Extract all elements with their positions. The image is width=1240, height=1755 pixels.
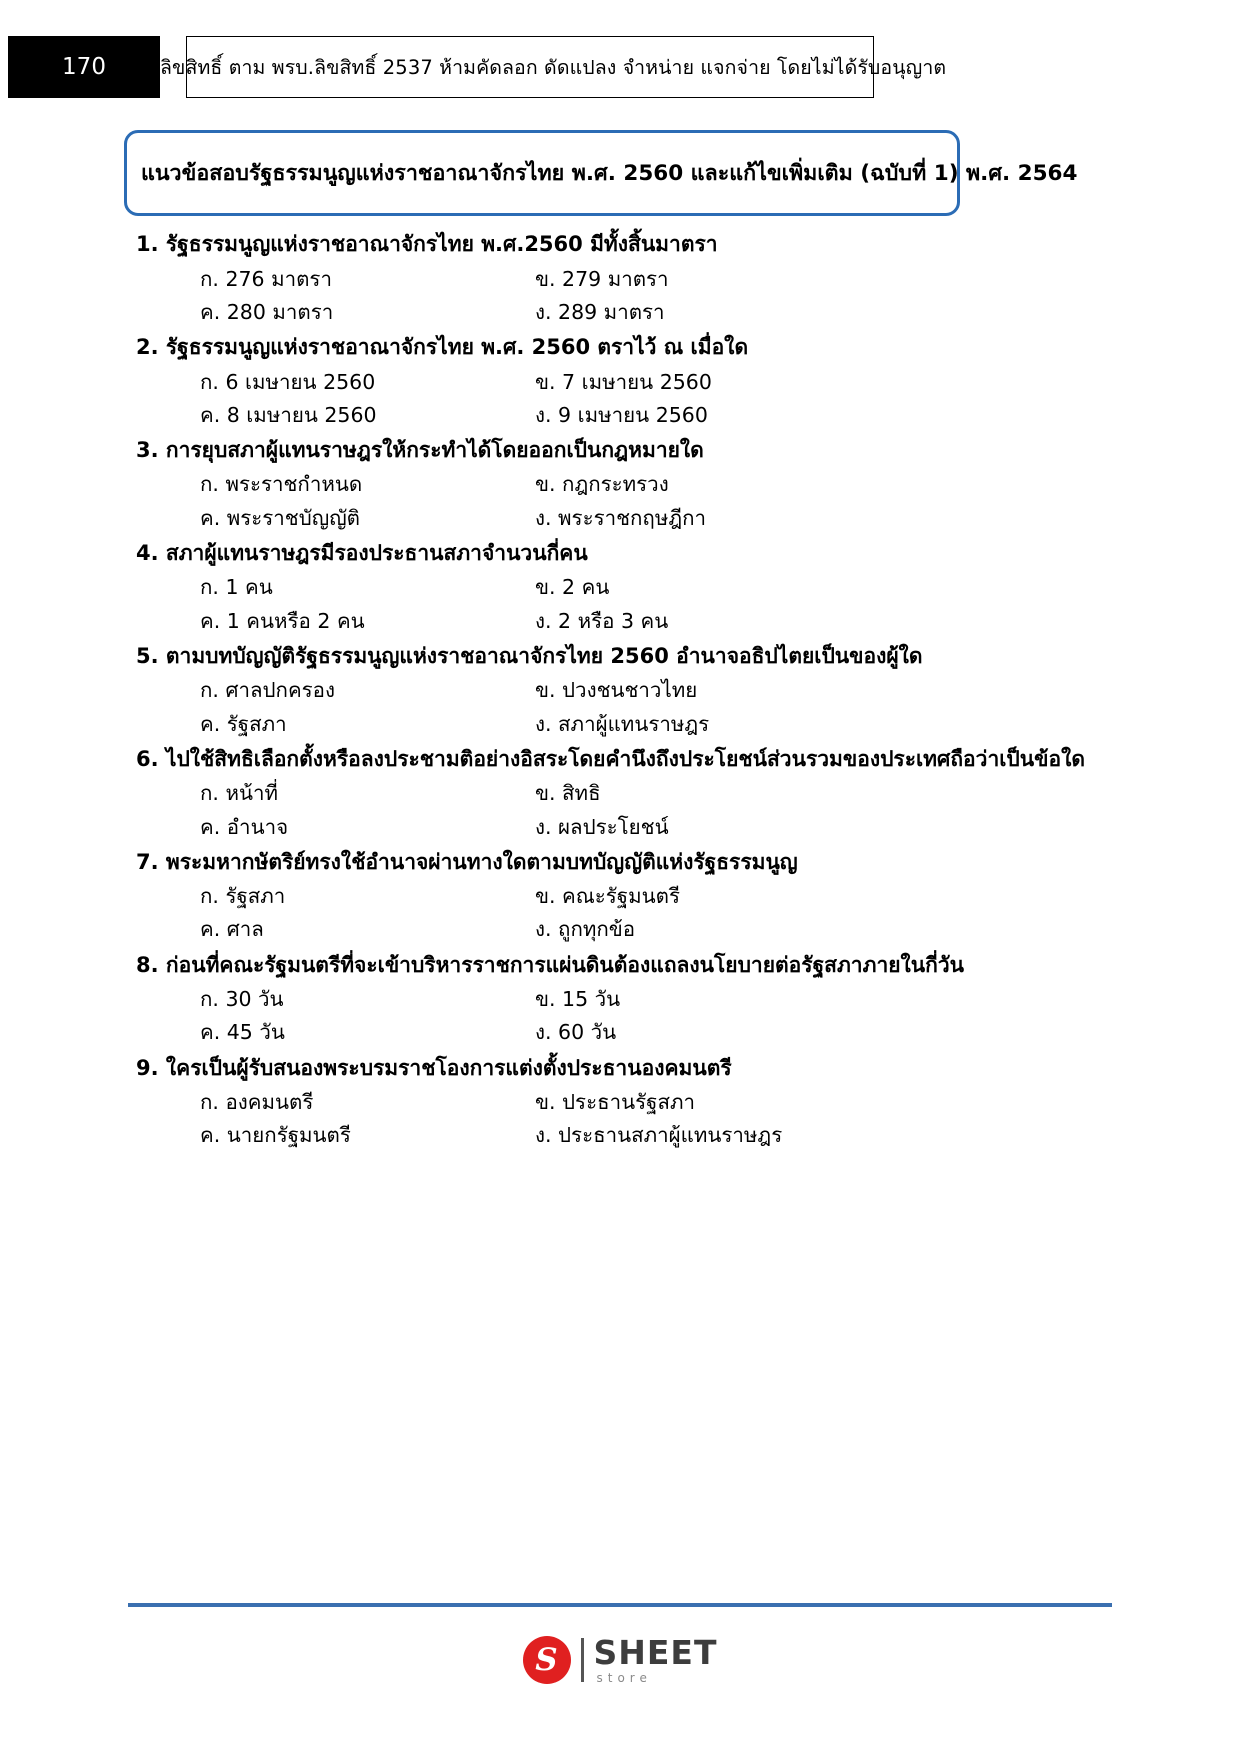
logo-wordmark [593, 1633, 718, 1685]
choice-option[interactable]: ข. 2 คน [535, 575, 610, 600]
copyright-notice-text: สงวนลิขสิทธิ์ ตาม พรบ.ลิขสิทธิ์ 2537 ห้ามคัดลอก ดัดแปลง จำหน่าย แจกจ่าย โดยไม่ได้รับอนุญาต [113, 55, 947, 79]
choice-option[interactable]: ง. พระราชกฤษฎีกา [535, 505, 707, 530]
choice-option[interactable]: ง. 9 เมษายน 2560 [535, 402, 708, 427]
question-item [0, 331, 1240, 432]
choice-group [0, 674, 1240, 740]
choice-option[interactable]: ข. ประธานรัฐสภา [535, 1090, 695, 1115]
question-text: 5. ตามบทบัญญัติรัฐธรรมนูญแห่งราชอาณาจักรไทย 2560 อำนาจอธิปไตยเป็นของผู้ใด [136, 643, 923, 668]
question-text: 9. ใครเป็นผู้รับสนองพระบรมราชโองการแต่งตั้งประธานองคมนตรี [136, 1055, 732, 1080]
choice-row [200, 674, 1240, 707]
choice-group [0, 571, 1240, 637]
question-item [0, 640, 1240, 741]
choice-option[interactable]: ค. ศาล [200, 917, 264, 942]
choice-option[interactable]: ข. ปวงชนชาวไทย [535, 678, 698, 703]
choice-row [200, 263, 1240, 296]
choice-row [200, 571, 1240, 604]
question-text: 7. พระมหากษัตริย์ทรงใช้อำนาจผ่านทางใดตามบทบัญญัติแห่งรัฐธรรมนูญ [136, 849, 798, 874]
choice-option[interactable]: ข. 15 วัน [535, 987, 621, 1012]
choice-option[interactable]: ค. 1 คนหรือ 2 คน [200, 608, 365, 633]
choice-option[interactable]: ค. 280 มาตรา [200, 299, 334, 324]
choice-row [200, 296, 1240, 329]
choice-row [200, 605, 1240, 638]
choice-row [200, 366, 1240, 399]
choice-row [200, 468, 1240, 501]
choice-option[interactable]: ง. ประธานสภาผู้แทนราษฎร [535, 1123, 783, 1148]
choice-option[interactable]: ง. 289 มาตรา [535, 299, 665, 324]
choice-row [200, 983, 1240, 1016]
choice-option[interactable]: ข. สิทธิ [535, 781, 601, 806]
page-title-banner [124, 130, 1078, 216]
choice-option[interactable]: ค. 45 วัน [200, 1020, 285, 1045]
choice-row [200, 777, 1240, 810]
choice-option[interactable]: ก. 30 วัน [200, 987, 284, 1012]
question-text: 4. สภาผู้แทนราษฎรมีรองประธานสภาจำนวนกี่คน [136, 540, 588, 565]
choice-option[interactable]: ค. 8 เมษายน 2560 [200, 402, 377, 427]
choice-row [200, 502, 1240, 535]
choice-group [0, 468, 1240, 534]
question-item [0, 846, 1240, 947]
copyright-notice-box [113, 36, 947, 98]
choice-row [200, 811, 1240, 844]
choice-option[interactable]: ค. รัฐสภา [200, 711, 287, 736]
choice-row [200, 913, 1240, 946]
question-item [0, 228, 1240, 329]
choice-option[interactable]: ก. 6 เมษายน 2560 [200, 369, 376, 394]
questions-list [0, 228, 1240, 1155]
choice-row [200, 708, 1240, 741]
question-item [0, 537, 1240, 638]
choice-option[interactable]: ง. ผลประโยชน์ [535, 814, 669, 839]
choice-option[interactable]: ข. 279 มาตรา [535, 266, 669, 291]
choice-option[interactable]: ข. กฎกระทรวง [535, 472, 669, 497]
question-item [0, 743, 1240, 844]
logo-subname: store [596, 1671, 652, 1685]
sheet-store-logo-icon [523, 1636, 571, 1684]
choice-row [200, 399, 1240, 432]
choice-row [200, 1119, 1240, 1152]
choice-option[interactable]: ข. 7 เมษายน 2560 [535, 369, 712, 394]
choice-row [200, 1086, 1240, 1119]
choice-group [0, 983, 1240, 1049]
choice-group [0, 263, 1240, 329]
choice-group [0, 1086, 1240, 1152]
choice-option[interactable]: ข. คณะรัฐมนตรี [535, 884, 680, 909]
logo-divider [581, 1638, 584, 1682]
choice-row [200, 1016, 1240, 1049]
question-item [0, 1052, 1240, 1153]
choice-group [0, 777, 1240, 843]
question-text: 8. ก่อนที่คณะรัฐมนตรีที่จะเข้าบริหารราชการแผ่นดินต้องแถลงนโยบายต่อรัฐสภาภายในกี่วัน [136, 952, 965, 977]
question-text: 1. รัฐธรรมนูญแห่งราชอาณาจักรไทย พ.ศ.2560 มีทั้งสิ้นมาตรา [136, 232, 718, 256]
choice-group [0, 366, 1240, 432]
footer-logo [0, 1633, 1240, 1685]
footer-divider [128, 1603, 1112, 1607]
question-text: 2. รัฐธรรมนูญแห่งราชอาณาจักรไทย พ.ศ. 2560 ตราไว้ ณ เมื่อใด [136, 334, 749, 359]
choice-option[interactable]: ค. อำนาจ [200, 814, 289, 839]
logo-name: SHEET [593, 1633, 718, 1672]
choice-option[interactable]: ก. 1 คน [200, 575, 273, 600]
page-number: 170 [62, 54, 106, 80]
question-item [0, 949, 1240, 1050]
choice-option[interactable]: ก. องคมนตรี [200, 1090, 314, 1115]
choice-option[interactable]: ก. ศาลปกครอง [200, 678, 336, 703]
choice-option[interactable]: ก. 276 มาตรา [200, 266, 332, 291]
logo-letter: S [535, 1642, 558, 1678]
page-header [0, 36, 1240, 98]
choice-group [0, 880, 1240, 946]
question-text: 3. การยุบสภาผู้แทนราษฎรให้กระทำได้โดยออกเป็นกฎหมายใด [136, 437, 704, 462]
choice-option[interactable]: ก. หน้าที่ [200, 781, 278, 806]
choice-option[interactable]: ก. พระราชกำหนด [200, 472, 363, 497]
page-title: แนวข้อสอบรัฐธรรมนูญแห่งราชอาณาจักรไทย พ.ศ. 2560 และแก้ไขเพิ่มเติม (ฉบับที่ 1) พ.ศ. 2564 [141, 161, 1078, 186]
choice-option[interactable]: ง. ถูกทุกข้อ [535, 917, 636, 942]
question-text: 6. ไปใช้สิทธิเลือกตั้งหรือลงประชามติอย่างอิสระโดยคำนึงถึงประโยชน์ส่วนรวมของประเทศถือว่าเป็นข้อใด [136, 746, 1085, 771]
choice-row [200, 880, 1240, 913]
choice-option[interactable]: ง. 60 วัน [535, 1020, 617, 1045]
choice-option[interactable]: ก. รัฐสภา [200, 884, 286, 909]
choice-option[interactable]: ค. พระราชบัญญัติ [200, 505, 360, 530]
choice-option[interactable]: ง. สภาผู้แทนราษฎร [535, 711, 710, 736]
question-item [0, 434, 1240, 535]
choice-option[interactable]: ง. 2 หรือ 3 คน [535, 608, 669, 633]
choice-option[interactable]: ค. นายกรัฐมนตรี [200, 1123, 351, 1148]
